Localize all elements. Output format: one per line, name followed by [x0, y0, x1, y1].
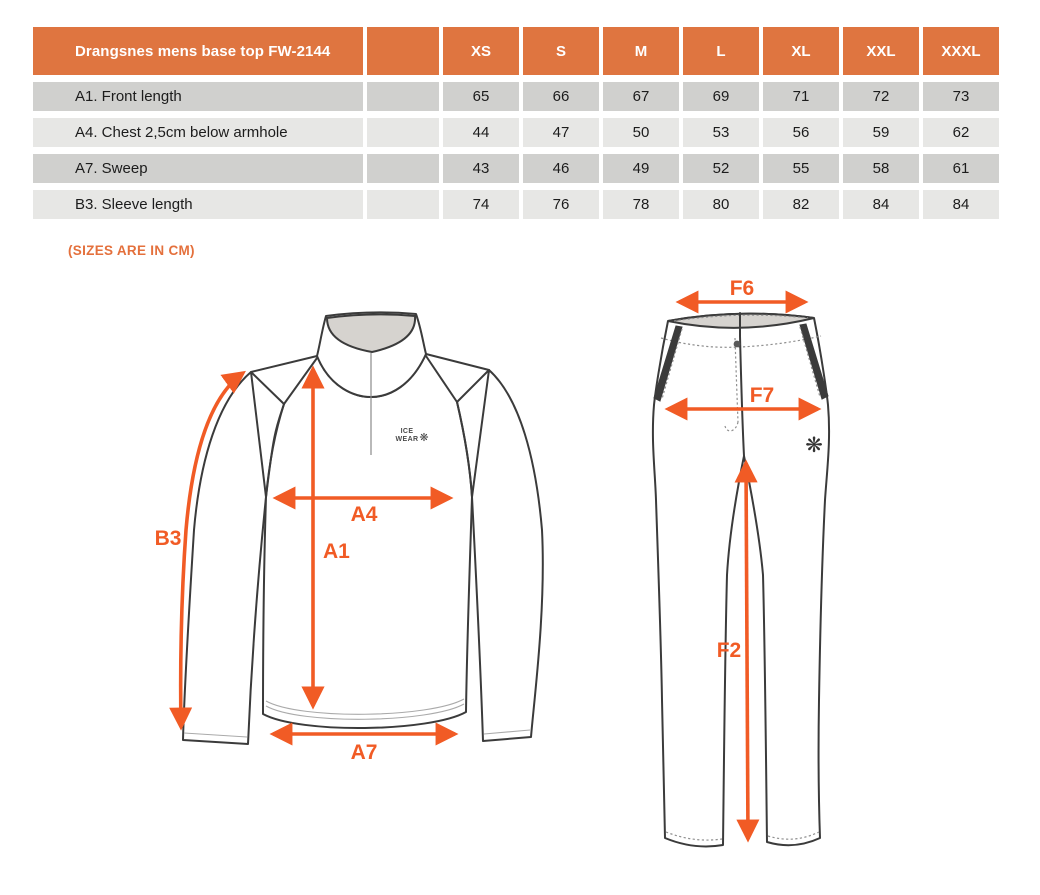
- size-column-header: XXL: [843, 27, 919, 75]
- arrow-f2: [746, 463, 748, 839]
- size-value-cell: 53: [683, 118, 759, 147]
- size-value-cell: 71: [763, 82, 839, 111]
- size-chart-table: [29, 20, 1003, 226]
- measurement-row-label: A4. Chest 2,5cm below armhole: [33, 118, 363, 147]
- snowflake-icon: ❋: [805, 434, 823, 457]
- size-value-cell: 78: [603, 190, 679, 219]
- size-value-cell: 46: [523, 154, 599, 183]
- measurement-label-f6: F6: [729, 277, 755, 300]
- size-value-cell: 56: [763, 118, 839, 147]
- row-spacer-cell: [367, 82, 439, 111]
- size-value-cell: 65: [443, 82, 519, 111]
- size-value-cell: 80: [683, 190, 759, 219]
- header-spacer-cell: [367, 27, 439, 75]
- size-value-cell: 44: [443, 118, 519, 147]
- size-column-header: XL: [763, 27, 839, 75]
- pants-outline: [653, 313, 829, 846]
- brand-snowflake-icon: ❋: [419, 432, 429, 444]
- measurement-label-a4: A4: [350, 503, 378, 526]
- table-row: [33, 82, 999, 111]
- size-value-cell: 59: [843, 118, 919, 147]
- waist-button: [734, 341, 741, 348]
- size-table-body: [33, 82, 999, 219]
- table-row: [33, 154, 999, 183]
- size-value-cell: 82: [763, 190, 839, 219]
- pants-diagram: [630, 276, 892, 878]
- measurement-row-label: A1. Front length: [33, 82, 363, 111]
- row-spacer-cell: [367, 118, 439, 147]
- size-column-header: S: [523, 27, 599, 75]
- product-title: Drangsnes mens base top FW-2144: [33, 27, 363, 75]
- measurement-label-b3: B3: [154, 527, 182, 550]
- table-row: [33, 118, 999, 147]
- measurement-label-a7: A7: [350, 741, 378, 764]
- size-value-cell: 62: [923, 118, 999, 147]
- size-column-header: L: [683, 27, 759, 75]
- size-column-header: M: [603, 27, 679, 75]
- size-value-cell: 47: [523, 118, 599, 147]
- size-value-cell: 72: [843, 82, 919, 111]
- measurement-row-label: A7. Sweep: [33, 154, 363, 183]
- measurement-row-label: B3. Sleeve length: [33, 190, 363, 219]
- table-row: [33, 190, 999, 219]
- size-value-cell: 69: [683, 82, 759, 111]
- size-value-cell: 67: [603, 82, 679, 111]
- size-value-cell: 52: [683, 154, 759, 183]
- brand-text-line2: WEAR: [395, 436, 419, 443]
- measurement-label-f2: F2: [716, 639, 742, 662]
- table-header-row: [33, 27, 999, 75]
- size-value-cell: 61: [923, 154, 999, 183]
- row-spacer-cell: [367, 190, 439, 219]
- size-value-cell: 66: [523, 82, 599, 111]
- size-value-cell: 50: [603, 118, 679, 147]
- size-value-cell: 84: [923, 190, 999, 219]
- size-value-cell: 55: [763, 154, 839, 183]
- size-column-header: XXXL: [923, 27, 999, 75]
- size-value-cell: 84: [843, 190, 919, 219]
- row-spacer-cell: [367, 154, 439, 183]
- sizes-unit-note: (SIZES ARE IN CM): [68, 243, 195, 258]
- size-value-cell: 74: [443, 190, 519, 219]
- measurement-label-a1: A1: [323, 540, 350, 563]
- size-value-cell: 43: [443, 154, 519, 183]
- brand-text-line1: ICE: [400, 428, 414, 435]
- size-value-cell: 49: [603, 154, 679, 183]
- size-column-header: XS: [443, 27, 519, 75]
- size-value-cell: 76: [523, 190, 599, 219]
- size-value-cell: 73: [923, 82, 999, 111]
- base-top-diagram: [140, 293, 602, 780]
- size-value-cell: 58: [843, 154, 919, 183]
- measurement-label-f7: F7: [749, 384, 775, 407]
